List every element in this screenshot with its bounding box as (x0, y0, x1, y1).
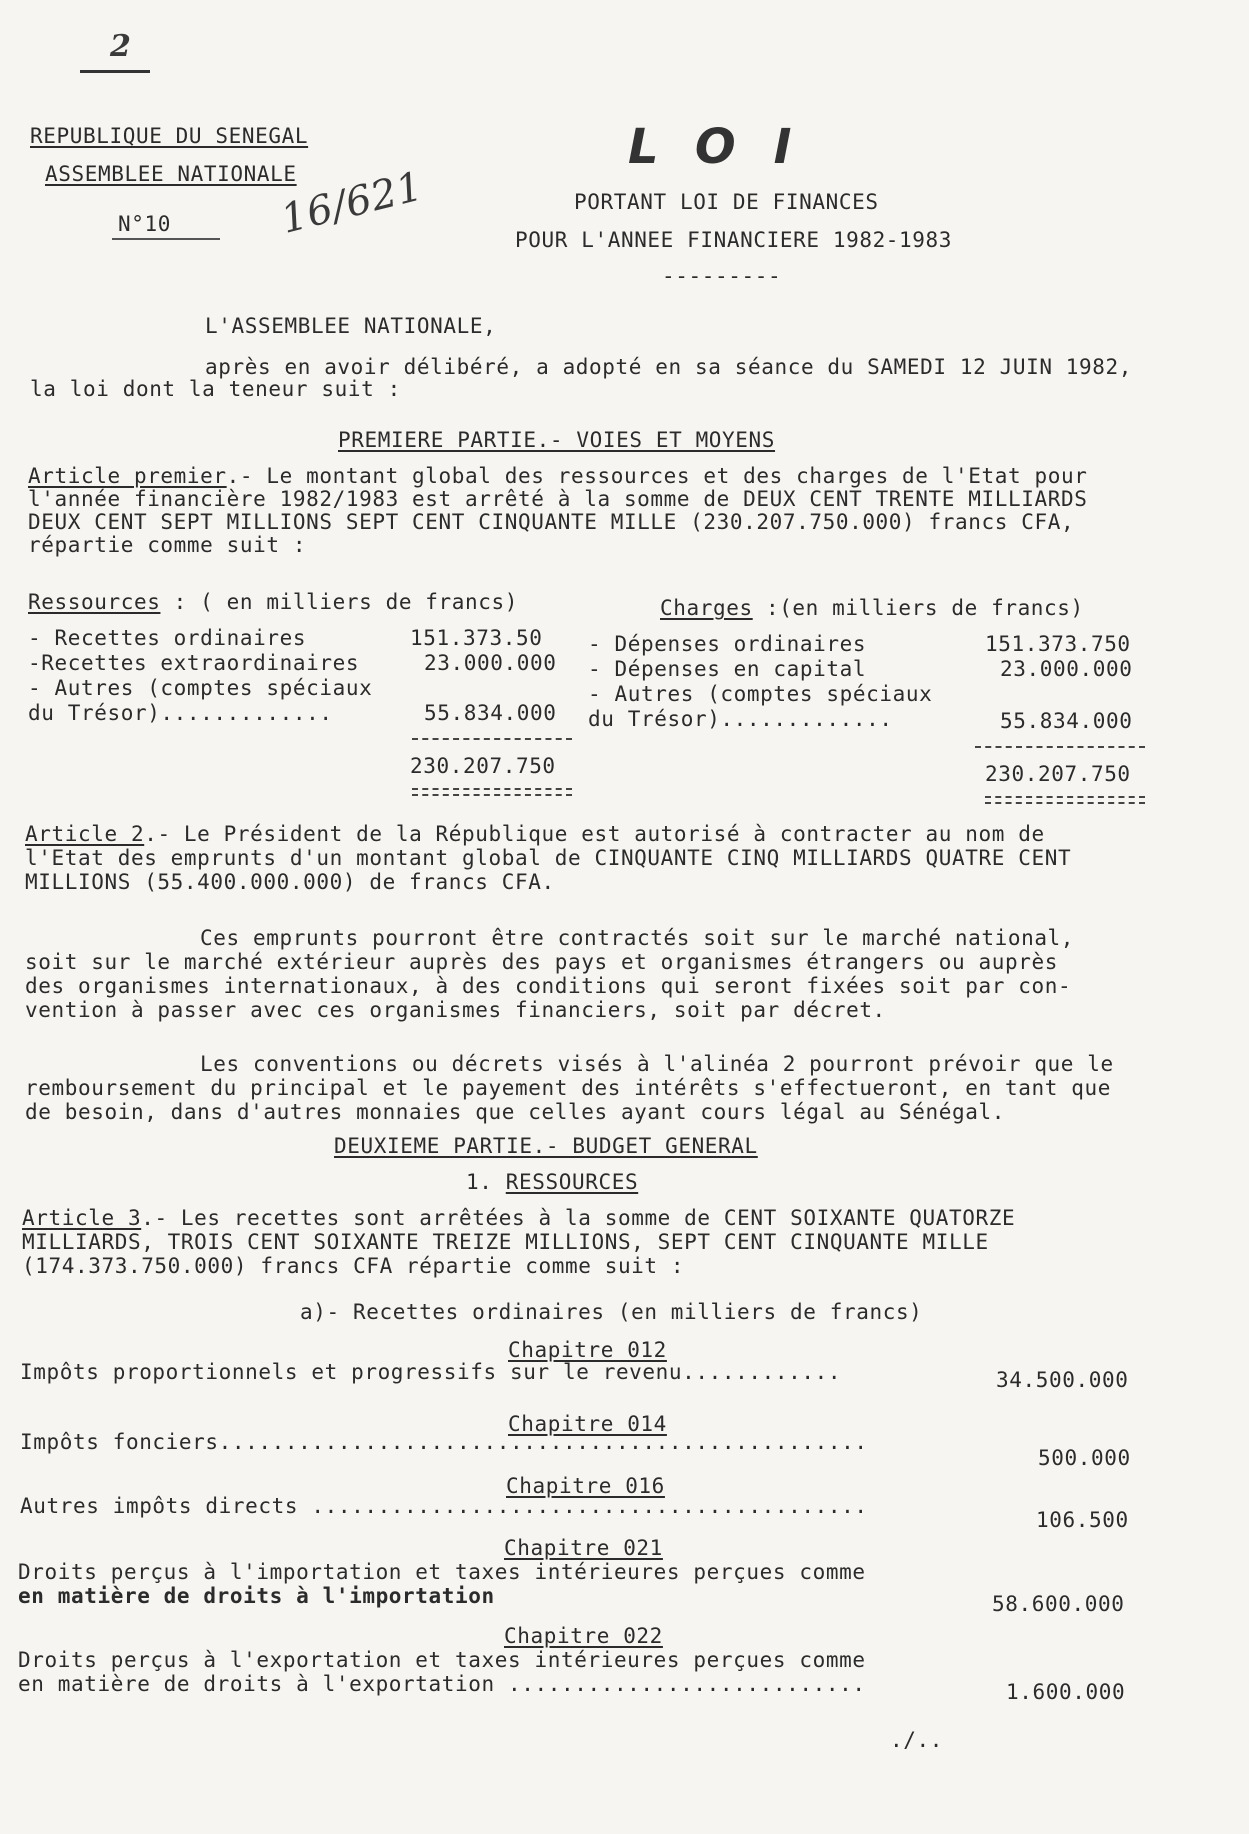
resources-total: 230.207.750 (410, 754, 556, 778)
handwritten-reference: 16/621 (276, 163, 428, 243)
charges-unit: :(en milliers de francs) (752, 596, 1084, 620)
part1-title: PREMIERE PARTIE.- VOIES ET MOYENS (338, 428, 776, 452)
subtitle-line-2: POUR L'ANNEE FINANCIERE 1982-1983 (515, 228, 953, 252)
article-1-line-4: répartie comme suit : (28, 533, 307, 557)
resources-row-value: 55.834.000 (424, 701, 557, 725)
article-3-label: Article 3 (22, 1206, 142, 1230)
charges-row-value: 23.000.000 (1000, 657, 1133, 681)
chapter-title: Chapitre 021 (504, 1536, 663, 1560)
article-3-line-3: (174.373.750.000) francs CFA répartie comme suit : (22, 1254, 685, 1278)
intro-line-2: après en avoir délibéré, a adopté en sa séance du SAMEDI 12 JUIN 1982, (205, 355, 1133, 379)
chapter-line: Autres impôts directs .......................................... (20, 1494, 868, 1518)
article-2-line-1 (25, 822, 1045, 846)
resources-label: Ressources (28, 590, 161, 614)
charges-row-value: 151.373.750 (985, 632, 1131, 656)
chapter-line: Impôts fonciers................................................. (20, 1430, 868, 1454)
page-number-underline (80, 70, 150, 73)
charges-row-label: du Trésor)............. (588, 707, 893, 731)
resources-row-label: - Recettes ordinaires (28, 626, 307, 650)
resources-unit: : ( en milliers de francs) (160, 590, 519, 614)
chapter-line: en matière de droits à l'importation (18, 1584, 495, 1608)
charges-row-value: 55.834.000 (1000, 709, 1133, 733)
article-1-text: .- Le montant global des ressources et des charges de l'Etat pour (226, 464, 1088, 488)
header-republic: REPUBLIQUE DU SENEGAL (30, 124, 309, 148)
header-number: N°10 (118, 212, 171, 236)
intro-line-3: la loi dont la teneur suit : (30, 377, 401, 401)
chapter-line: Impôts proportionnels et progressifs sur le revenu............ (20, 1360, 842, 1384)
article-1-line-2: l'année financière 1982/1983 est arrêté à la somme de DEUX CENT TRENTE MILLIARDS (28, 487, 1088, 511)
resources-row-label: - Autres (comptes spéciaux (28, 676, 373, 700)
article-1-line-3: DEUX CENT SEPT MILLIONS SEPT CENT CINQUANTE MILLE (230.207.750.000) francs CFA, (28, 510, 1075, 534)
chapter-title: Chapitre 012 (508, 1338, 667, 1362)
resources-total-double-rule (412, 788, 572, 796)
chapter-title: Chapitre 016 (506, 1474, 665, 1498)
resources-total-rule (412, 738, 572, 740)
article-1-label: Article premier (28, 464, 227, 488)
part2-subsection-title: RESSOURCES (505, 1170, 639, 1194)
header-assembly: ASSEMBLEE NATIONALE (45, 162, 297, 186)
chapter-title: Chapitre 014 (508, 1412, 667, 1436)
resources-header (28, 590, 518, 614)
chapter-line: Droits perçus à l'importation et taxes intérieures perçues comme (18, 1560, 866, 1584)
article-2-line-3: MILLIONS (55.400.000.000) de francs CFA. (25, 870, 555, 894)
resources-row-label: du Trésor)............. (28, 701, 333, 725)
intro-assembly: L'ASSEMBLEE NATIONALE, (205, 314, 497, 338)
chapter-line: en matière de droits à l'exportation ........................... (18, 1672, 866, 1696)
article-2-p3-line-3: de besoin, dans d'autres monnaies que celles ayant cours légal au Sénégal. (25, 1100, 1005, 1124)
subtitle-line-1: PORTANT LOI DE FINANCES (574, 190, 879, 214)
chapter-line: Droits perçus à l'exportation et taxes intérieures perçues comme (18, 1648, 866, 1672)
charges-total: 230.207.750 (985, 762, 1131, 786)
article-2-p2-line-1: Ces emprunts pourront être contractés soit sur le marché national, (200, 926, 1075, 950)
article-3-line-1 (22, 1206, 1015, 1230)
continuation-mark: ./.. (890, 1728, 943, 1752)
header-number-rule (112, 238, 220, 240)
article-2-p2-line-4: vention à passer avec ces organismes financiers, soit par décret. (25, 998, 886, 1022)
charges-header (660, 596, 1084, 620)
article-2-line-2: l'Etat des emprunts d'un montant global de CINQUANTE CINQ MILLIARDS QUATRE CENT (25, 846, 1072, 870)
article-2-label: Article 2 (25, 822, 145, 846)
part2-subsection (466, 1170, 638, 1194)
subtitle-rule: --------- (662, 264, 782, 288)
article-1-line-1 (28, 464, 1087, 488)
article-2-p2-line-3: des organismes internationaux, à des conditions qui seront fixées soit par con- (25, 974, 1072, 998)
page-number-mark: 2 (110, 29, 132, 64)
chapter-value: 58.600.000 (992, 1592, 1125, 1616)
charges-row-label: - Dépenses ordinaires (588, 632, 867, 656)
article-3-text: .- Les recettes sont arrêtées à la somme de CENT SOIXANTE QUATORZE (141, 1206, 1016, 1230)
charges-total-rule (975, 746, 1145, 748)
article-2-p3-line-1: Les conventions ou décrets visés à l'alinéa 2 pourront prévoir que le (200, 1052, 1114, 1076)
article-3-line-2: MILLIARDS, TROIS CENT SOIXANTE TREIZE MILLIONS, SEPT CENT CINQUANTE MILLE (22, 1230, 989, 1254)
resources-row-value: 151.373.50 (410, 626, 543, 650)
charges-total-double-rule (985, 796, 1145, 804)
article-2-p2-line-2: soit sur le marché extérieur auprès des pays et organismes étrangers ou auprès (25, 950, 1058, 974)
resources-row-label: -Recettes extraordinaires (28, 651, 360, 675)
article-2-text: .- Le Président de la République est autorisé à contracter au nom de (144, 822, 1045, 846)
chapter-value: 34.500.000 (996, 1368, 1129, 1392)
part2-subsection-number: 1. (466, 1170, 493, 1194)
part2-title: DEUXIEME PARTIE.- BUDGET GENERAL (334, 1134, 758, 1158)
recettes-ordinaires-heading: a)- Recettes ordinaires (en milliers de francs) (300, 1300, 923, 1324)
charges-row-label: - Autres (comptes spéciaux (588, 682, 933, 706)
charges-label: Charges (660, 596, 753, 620)
chapter-value: 500.000 (1038, 1446, 1131, 1470)
chapter-value: 1.600.000 (1006, 1680, 1126, 1704)
chapter-title: Chapitre 022 (504, 1624, 663, 1648)
article-2-p3-line-2: remboursement du principal et le payement des intérêts s'effectueront, en tant que (25, 1076, 1111, 1100)
resources-row-value: 23.000.000 (424, 651, 557, 675)
chapter-value: 106.500 (1036, 1508, 1129, 1532)
loi-title: LOI (628, 119, 830, 175)
charges-row-label: - Dépenses en capital (588, 657, 867, 681)
